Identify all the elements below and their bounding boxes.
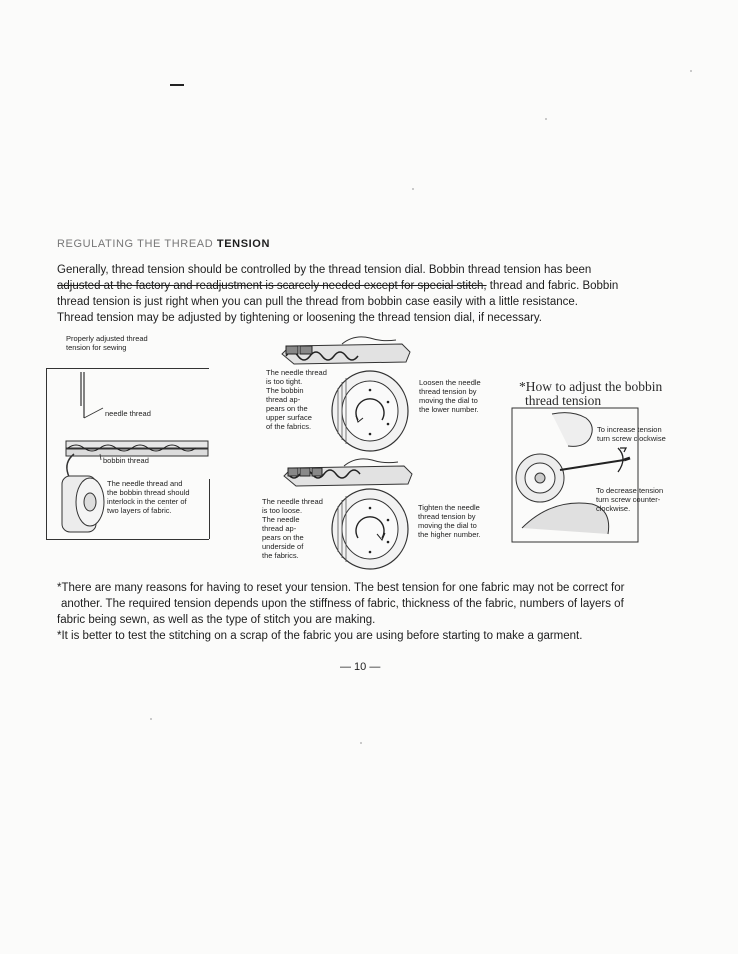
note-line: *There are many reasons for having to reset your tension. The best tension for one fabric may not be correct for <box>57 582 625 594</box>
note-line: the lower number. <box>419 405 479 414</box>
note-line: To increase tension <box>597 425 662 434</box>
note-line: is too loose. <box>262 506 303 515</box>
intro-line <box>57 278 617 294</box>
section-title-bold: TENSION <box>216 238 270 250</box>
note-line: thread ap- <box>266 395 301 404</box>
scan-speck <box>412 188 414 190</box>
note-line: the fabrics. <box>262 551 299 560</box>
note-line: clockwise. <box>596 504 631 513</box>
page-number: — 10 — <box>340 661 381 673</box>
note-line: is too tight. <box>266 377 303 386</box>
note-line: To decrease tension <box>596 486 664 495</box>
note-line: The needle <box>262 515 300 524</box>
note-line: another. The required tension depends upon the stiffness of fabric, thickness of the fabric, numbers of layers of <box>61 598 624 610</box>
needle-thread-label: needle thread <box>105 409 151 418</box>
tension-dial-tighten-illustration <box>330 486 412 572</box>
caption-line: Properly adjusted thread <box>66 334 148 343</box>
note-line: thread tension by <box>419 387 477 396</box>
note-line: fabric being sewn, as well as the type of stitch you are making. <box>57 614 376 626</box>
bobbin-thread-label: bobbin thread <box>103 456 149 465</box>
note-line: Loosen the needle <box>419 378 481 387</box>
section-title <box>57 238 270 250</box>
caption-line: tension for sewing <box>66 343 127 352</box>
bobbin-adjust-heading <box>519 380 699 408</box>
note-line: thread tension by <box>418 512 476 521</box>
note-line: of the fabrics. <box>266 422 312 431</box>
heading-line: *How to adjust the bobbin <box>519 379 663 394</box>
increase-tension-note <box>597 425 689 443</box>
note-line: Tighten the needle <box>418 503 480 512</box>
note-line: moving the dial to <box>419 396 478 405</box>
note-line: moving the dial to <box>418 521 477 530</box>
note-line: The needle thread and <box>107 479 183 488</box>
note-line: The needle thread <box>266 368 327 377</box>
note-line: pears on the <box>266 404 308 413</box>
intro-line: Generally, thread tension should be controlled by the thread tension dial. Bobbin thread tension has been <box>57 264 592 276</box>
struck-text: adjusted at the factory and readjustment is scarcely needed except for special stitch, <box>57 280 487 292</box>
note-line: The bobbin <box>266 386 304 395</box>
decrease-tension-note <box>596 486 688 513</box>
note-line: pears on the <box>262 533 304 542</box>
note-line: turn screw clockwise <box>597 434 666 443</box>
note-line: two layers of fabric. <box>107 506 172 515</box>
proper-tension-caption <box>66 334 196 352</box>
section-title-faint: REGULATING THE THREAD <box>57 238 214 250</box>
note-line: the higher number. <box>418 530 481 539</box>
note-line: turn screw counter- <box>596 495 661 504</box>
bottom-notes <box>57 580 625 644</box>
note-line: upper surface <box>266 413 312 422</box>
intro-paragraph <box>57 262 617 326</box>
scan-mark <box>170 84 184 86</box>
tension-dial-loosen-illustration <box>330 368 412 454</box>
intro-line: thread tension is just right when you can pull the thread from bobbin case easily with a little resistance. <box>57 296 578 308</box>
note-line: underside of <box>262 542 304 551</box>
scan-speck <box>360 742 362 744</box>
intro-line: Thread tension may be adjusted by tightening or loosening the thread tension dial, if necessary. <box>57 312 543 324</box>
scan-speck <box>545 118 547 120</box>
interlock-note <box>107 479 211 515</box>
intro-text: thread and fabric. Bobbin <box>486 280 619 292</box>
note-line: *It is better to test the stitching on a scrap of the fabric you are using before starting to make a garment. <box>57 630 583 642</box>
note-line: the bobbin thread should <box>107 488 190 497</box>
tighten-note <box>418 503 504 539</box>
note-line: interlock in the center of <box>107 497 187 506</box>
note-line: thread ap- <box>262 524 297 533</box>
loosen-note <box>419 378 505 414</box>
scan-speck <box>150 718 152 720</box>
heading-line: thread tension <box>525 393 602 408</box>
note-line: The needle thread <box>262 497 323 506</box>
scan-speck <box>690 70 692 72</box>
